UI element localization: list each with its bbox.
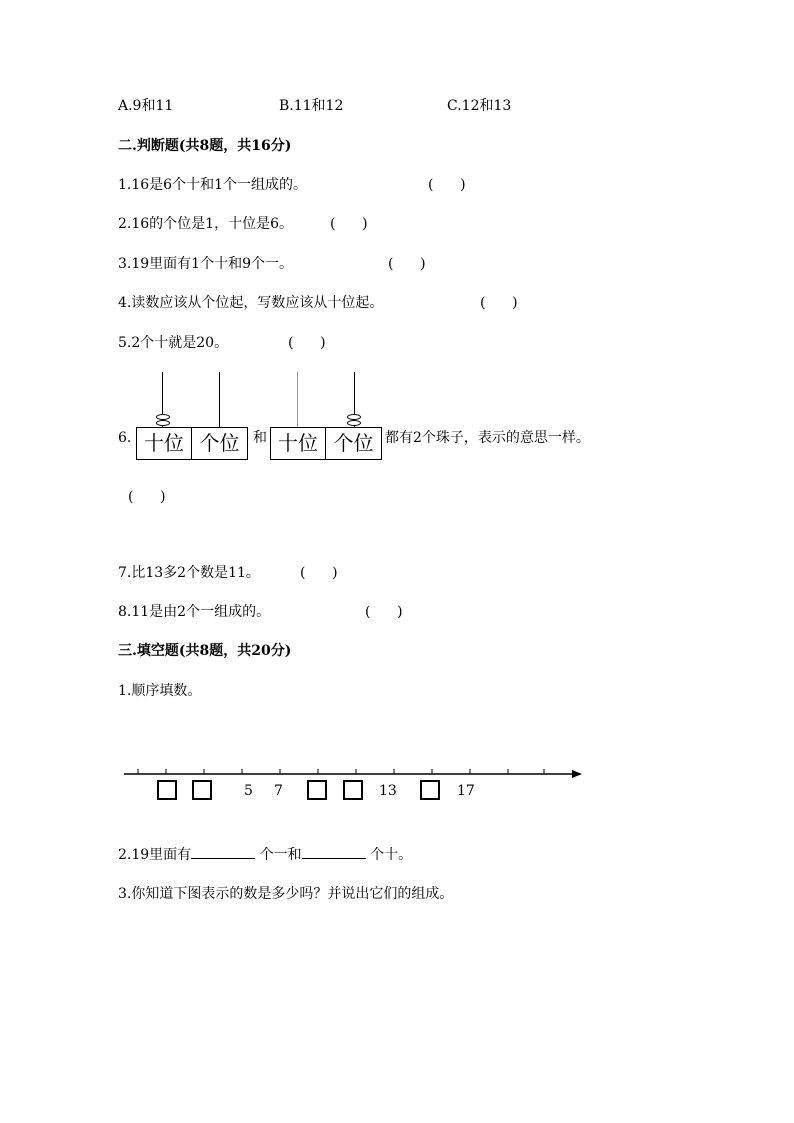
q2-1-answer-blank[interactable]: ( )	[428, 177, 466, 193]
number-line-blank-1[interactable]	[157, 780, 177, 800]
q2-7-text: 7.比13多2个数是11。	[118, 565, 260, 581]
number-line-blank-2[interactable]	[192, 780, 212, 800]
number-line-blank-3[interactable]	[307, 780, 327, 800]
q2-8-answer-blank[interactable]: ( )	[365, 604, 403, 620]
choice-a: A.9和11	[118, 98, 174, 114]
q2-1-text: 1.16是6个十和1个一组成的。	[118, 177, 307, 193]
choice-c: C.12和13	[447, 98, 512, 114]
bead-icon	[347, 420, 361, 426]
q3-2-blank-ones[interactable]	[191, 844, 255, 859]
q3-2-blank-tens[interactable]	[302, 844, 366, 859]
q2-6-number: 6.	[118, 430, 132, 446]
number-line-blank-5[interactable]	[420, 780, 440, 800]
abacus-right-tens-label: 十位	[270, 427, 326, 460]
bead-icon	[156, 420, 170, 426]
abacus-left-ones-rod	[219, 372, 220, 427]
q2-4-text: 4.读数应该从个位起，写数应该从十位起。	[118, 295, 384, 311]
abacus-right-ones-label: 个位	[325, 427, 382, 460]
abacus-left	[136, 372, 248, 462]
section2-title: 二.判断题(共8题，共16分)	[118, 138, 292, 154]
q2-6-text: 都有2个珠子，表示的意思一样。	[385, 430, 590, 446]
q2-5-answer-blank[interactable]: ( )	[288, 335, 326, 351]
number-line-label-13: 13	[379, 783, 397, 799]
q2-3-answer-blank[interactable]: ( )	[388, 256, 426, 272]
q2-5-text: 5.2个十就是20。	[118, 335, 229, 351]
number-line-label-7: 7	[274, 783, 283, 799]
q3-3-text: 3.你知道下图表示的数是多少吗？并说出它们的组成。	[118, 886, 454, 902]
abacus-left-tens-label: 十位	[136, 427, 192, 460]
section3-title: 三.填空题(共8题，共20分)	[118, 643, 292, 659]
q3-2-text-b: 个一和	[255, 847, 302, 863]
number-line-label-17: 17	[457, 783, 475, 799]
q2-2-answer-blank[interactable]: ( )	[330, 216, 368, 232]
q2-4-answer-blank[interactable]: ( )	[480, 295, 518, 311]
q2-2-text: 2.16的个位是1，十位是6。	[118, 216, 293, 232]
abacus-right-tens-rod	[297, 372, 298, 427]
q2-6-answer-blank[interactable]: ( )	[128, 489, 166, 505]
q3-2-text-a: 2.19里面有	[118, 847, 192, 863]
q3-2-text-c: 个十。	[365, 847, 413, 863]
q3-1-text: 1.顺序填数。	[118, 683, 202, 699]
q2-3-text: 3.19里面有1个十和9个一。	[118, 256, 293, 272]
q3-2-line	[118, 844, 412, 865]
number-line-blank-4[interactable]	[343, 780, 363, 800]
q2-6-and: 和	[253, 430, 267, 446]
choice-b: B.11和12	[279, 98, 344, 114]
q2-8-text: 8.11是由2个一组成的。	[118, 604, 271, 620]
abacus-right	[270, 372, 382, 462]
number-line-label-5: 5	[244, 783, 253, 799]
q2-7-answer-blank[interactable]: ( )	[300, 565, 338, 581]
abacus-left-ones-label: 个位	[191, 427, 248, 460]
